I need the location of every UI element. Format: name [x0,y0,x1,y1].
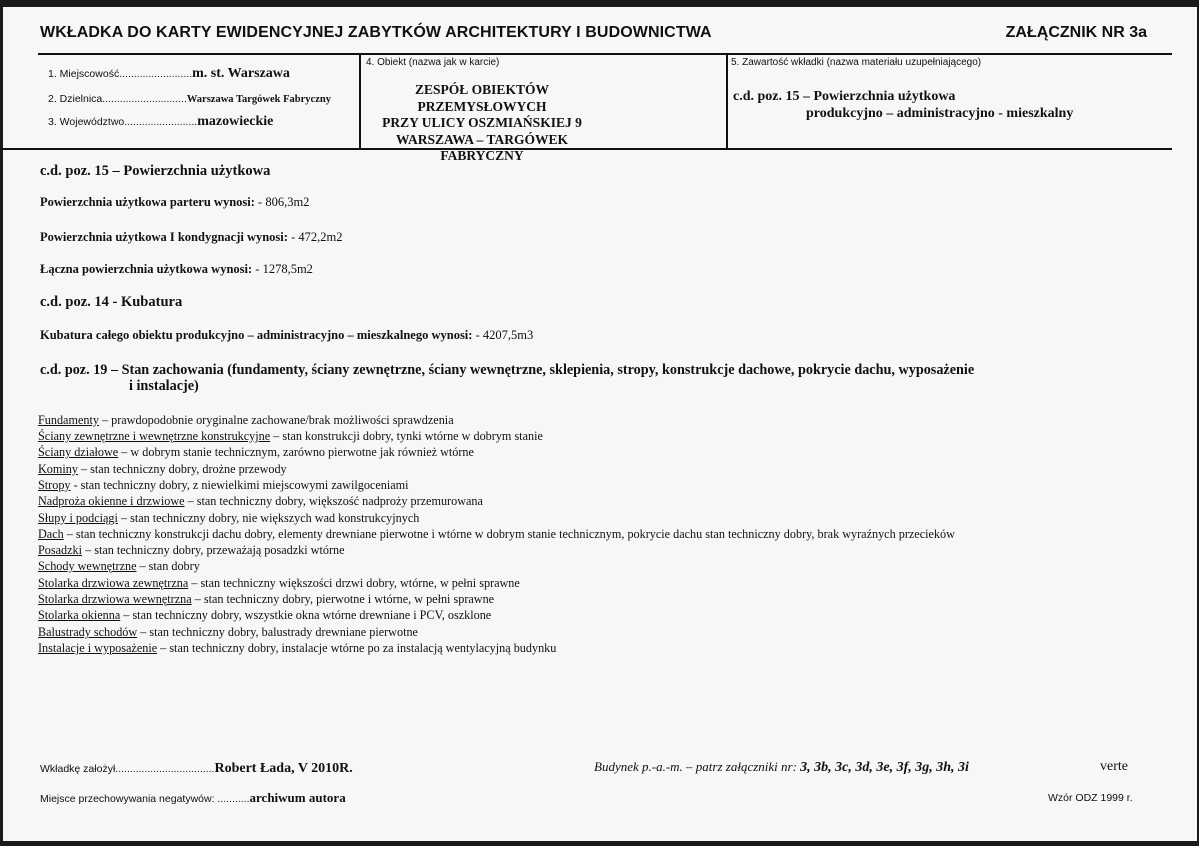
condition-term: Nadproża okienne i drzwiowe [38,494,185,508]
condition-desc: – stan techniczny dobry, balustrady drewniane pierwotne [137,625,418,639]
condition-term: Stolarka drzwiowa zewnętrzna [38,576,189,590]
condition-item [38,592,494,607]
total-area-row [40,262,313,277]
condition-desc: – stan techniczny konstrukcji dachu dobry, elementy drewniane pierwotne i wtórne w dobrym stanie technicznym, pokrycie dachu stan techniczny dobry, brak wyraźnych przecieków [63,527,955,541]
condition-item [38,413,454,428]
ground-area-value: - 806,3m2 [254,195,310,209]
negatives-label: Miejsce przechowywania negatywów: ........... [40,793,250,805]
ground-area-label: Powierzchnia użytkowa parteru wynosi: [40,195,255,209]
district-row [48,93,331,105]
object-line-3: WARSZAWA – TARGÓWEK FABRYCZNY [395,131,569,163]
condition-item [38,494,483,509]
form-title: WKŁADKA DO KARTY EWIDENCYJNEJ ZABYTKÓW ARCHITEKTURY I BUDOWNICTWA [40,24,712,41]
first-floor-area-label: Powierzchnia użytkowa I kondygnacji wynosi: [40,230,288,244]
bottom-border [0,841,1199,846]
condition-desc: – w dobrym stanie technicznym, zarówno pierwotne jak również wtórne [118,445,474,459]
condition-item [38,625,418,640]
volume-value: - 4207,5m3 [472,328,534,342]
district-value: Warszawa Targówek Fabryczny [186,94,331,105]
condition-term: Dach [38,527,64,541]
first-floor-area-row [40,230,342,245]
condition-desc: – stan techniczny dobry, nie większych wad konstrukcyjnych [117,511,420,525]
condition-desc: – stan techniczny dobry, instalacje wtórne po za instalacją wentylacyjną budynku [157,641,557,655]
attachment-number: ZAŁĄCZNIK NR 3a [1005,24,1147,41]
volume-heading: c.d. poz. 14 - Kubatura [40,294,183,310]
object-name [362,82,602,165]
building-text: Budynek p.-a.-m. – patrz załączniki nr: [594,759,801,774]
form-version: Wzór ODZ 1999 r. [1048,792,1133,804]
town-row [48,66,290,82]
condition-term: Instalacje i wyposażenie [38,641,158,655]
content-line-2: produkcyjno – administracyjno - mieszkalny [806,106,1074,121]
voivodeship-row [48,114,273,130]
content-line-1: c.d. poz. 15 – Powierzchnia użytkowa [733,89,956,104]
condition-term: Posadzki [38,543,83,557]
voivodeship-value: mazowieckie [197,114,274,129]
condition-item [38,608,491,623]
ground-area-row [40,195,309,210]
content-label: 5. Zawartość wkładki (nazwa materiału uzupełniającego) [731,57,982,68]
header-top-line [38,53,1172,55]
area-heading: c.d. poz. 15 – Powierzchnia użytkowa [40,163,271,179]
condition-item [38,527,955,542]
condition-item [38,511,419,526]
condition-desc: - stan techniczny dobry, z niewielkimi miejscowymi zawilgoceniami [70,478,409,492]
condition-desc: – prawdopodobnie oryginalne zachowane/brak możliwości sprawdzenia [98,413,454,427]
building-refs: 3, 3b, 3c, 3d, 3e, 3f, 3g, 3h, 3i [800,760,969,775]
object-line-2: PRZY ULICY OSZMIAŃSKIEJ 9 [382,115,582,130]
voivodeship-label: 3. Województwo......................... [48,116,198,128]
condition-item [38,559,200,574]
town-label: 1. Miejscowość......................... [48,68,193,80]
condition-item [38,445,474,460]
condition-term: Schody wewnętrzne [38,559,137,573]
condition-term: Kominy [38,462,78,476]
condition-term: Balustrady schodów [38,625,138,639]
total-area-label: Łączna powierzchnia użytkowa wynosi: [40,262,253,276]
condition-term: Stolarka okienna [38,608,121,622]
volume-label: Kubatura całego obiektu produkcyjno – administracyjno – mieszkalnego wynosi: [40,328,473,342]
building-reference [594,759,969,776]
condition-term: Fundamenty [38,413,99,427]
negatives-value: archiwum autora [249,790,346,805]
object-label: 4. Obiekt (nazwa jak w karcie) [366,57,500,68]
condition-term: Stolarka drzwiowa wewnętrzna [38,592,192,606]
object-line-1: ZESPÓŁ OBIEKTÓW PRZEMYSŁOWYCH [415,82,549,114]
left-border [0,0,3,846]
condition-desc: – stan techniczny dobry, przeważają posadzki wtórne [82,543,345,557]
condition-item [38,641,556,656]
verte-label: verte [1100,759,1128,774]
volume-row [40,328,533,343]
total-area-value: - 1278,5m2 [252,262,313,276]
first-floor-area-value: - 472,2m2 [287,230,343,244]
condition-item [38,478,409,493]
condition-desc: – stan techniczny dobry, większość nadproży przemurowana [184,494,483,508]
negatives-row [40,790,346,806]
condition-term: Ściany zewnętrzne i wewnętrzne konstrukcyjne [38,429,271,443]
condition-desc: – stan techniczny większości drzwi dobry, wtórne, w pełni sprawne [188,576,520,590]
condition-item [38,462,287,477]
author-label: Wkładkę założył.................................. [40,763,215,775]
condition-heading-line-2: i instalacje) [129,378,199,394]
condition-desc: – stan techniczny dobry, wszystkie okna wtórne drewniane i PCV, oszklone [120,608,492,622]
town-value: m. st. Warszawa [192,66,290,81]
condition-desc: – stan techniczny dobry, drożne przewody [77,462,287,476]
top-border [0,0,1199,7]
header-divider-1 [359,53,361,149]
author-value: Robert Łada, V 2010R. [214,761,353,776]
condition-desc: – stan dobry [136,559,200,573]
header-divider-2 [726,53,728,149]
condition-heading-line-1: c.d. poz. 19 – Stan zachowania (fundamenty, ściany zewnętrzne, ściany wewnętrzne, sklepienia, stropy, konstrukcje dachowe, pokrycie dachu, wyposażenie [40,362,975,378]
condition-item [38,543,345,558]
condition-term: Słupy i podciągi [38,511,118,525]
district-label: 2. Dzielnica............................. [48,93,187,105]
condition-term: Stropy [38,478,71,492]
author-row [40,761,353,777]
condition-item [38,429,543,444]
condition-desc: – stan techniczny dobry, pierwotne i wtórne, w pełni sprawne [191,592,495,606]
condition-item [38,576,520,591]
condition-desc: – stan konstrukcji dobry, tynki wtórne w dobrym stanie [270,429,543,443]
condition-term: Ściany działowe [38,445,119,459]
